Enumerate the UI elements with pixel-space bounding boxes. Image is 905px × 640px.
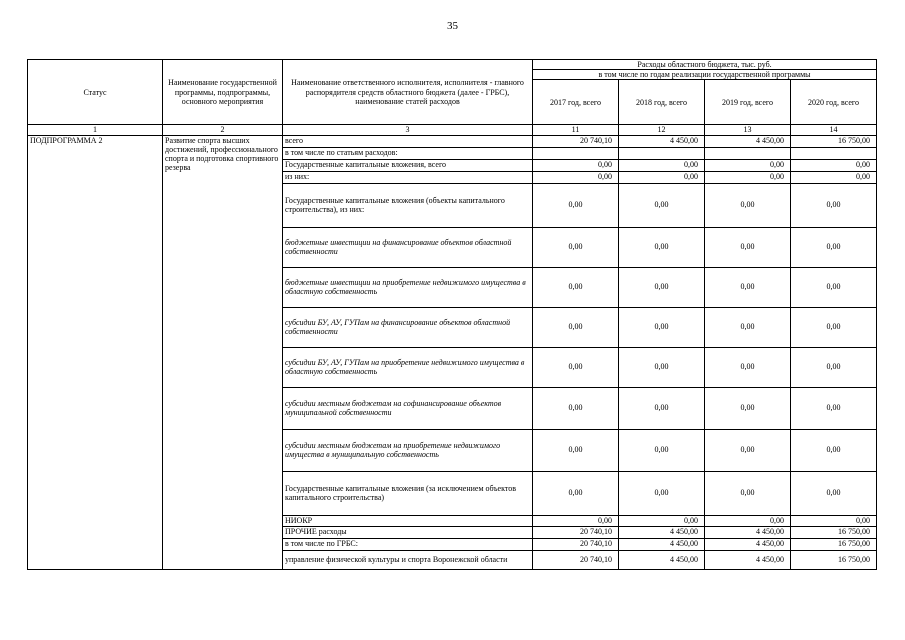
value-cell: 0,00 <box>533 183 619 227</box>
value-cell: 0,00 <box>705 159 791 171</box>
value-cell: 16 750,00 <box>791 526 877 538</box>
col-number: 13 <box>705 125 791 135</box>
value-cell: 0,00 <box>619 429 705 471</box>
value-cell: 4 450,00 <box>619 538 705 550</box>
row-label: субсидии местным бюджетам на софинансирование объектов муниципальной собственности <box>283 387 533 429</box>
row-label: из них: <box>283 171 533 183</box>
value-cell: 20 740,10 <box>533 550 619 569</box>
value-cell <box>533 147 619 159</box>
value-cell: 0,00 <box>705 347 791 387</box>
col-number: 11 <box>533 125 619 135</box>
value-cell: 0,00 <box>791 515 877 526</box>
header-year-2020: 2020 год, всего <box>791 80 877 125</box>
program-name-cell: Развитие спорта высших достижений, профессионального спорта и подготовка спортивного резерва <box>163 135 283 569</box>
value-cell: 0,00 <box>791 429 877 471</box>
value-cell: 0,00 <box>705 183 791 227</box>
row-label: субсидии местным бюджетам на приобретение недвижимого имущества в муниципальную собственность <box>283 429 533 471</box>
value-cell: 0,00 <box>705 387 791 429</box>
row-label: в том числе по статьям расходов: <box>283 147 533 159</box>
row-label: Государственные капитальные вложения (за исключением объектов капитального строительства) <box>283 471 533 515</box>
value-cell: 0,00 <box>533 159 619 171</box>
row-label: в том числе по ГРБС: <box>283 538 533 550</box>
header-year-2017: 2017 год, всего <box>533 80 619 125</box>
value-cell: 0,00 <box>533 515 619 526</box>
value-cell: 4 450,00 <box>705 135 791 147</box>
value-cell: 0,00 <box>533 267 619 307</box>
header-status: Статус <box>28 60 163 125</box>
value-cell <box>791 147 877 159</box>
value-cell: 4 450,00 <box>619 550 705 569</box>
value-cell: 0,00 <box>705 515 791 526</box>
row-label: Государственные капитальные вложения (объекты капитального строительства), из них: <box>283 183 533 227</box>
header-by-years: в том числе по годам реализации государственной программы <box>533 70 877 80</box>
value-cell: 0,00 <box>705 429 791 471</box>
header-program-name: Наименование государственной программы, подпрограммы, основного мероприятия <box>163 60 283 125</box>
value-cell: 16 750,00 <box>791 135 877 147</box>
col-number: 14 <box>791 125 877 135</box>
value-cell: 0,00 <box>705 267 791 307</box>
value-cell: 0,00 <box>619 387 705 429</box>
budget-table <box>27 59 877 570</box>
col-number: 1 <box>28 125 163 135</box>
value-cell: 0,00 <box>619 267 705 307</box>
value-cell: 0,00 <box>791 307 877 347</box>
row-label: НИОКР <box>283 515 533 526</box>
page-number: 35 <box>447 20 458 32</box>
value-cell: 0,00 <box>705 307 791 347</box>
value-cell: 0,00 <box>705 171 791 183</box>
row-label: управление физической культуры и спорта Воронежской области <box>283 550 533 569</box>
value-cell: 0,00 <box>791 171 877 183</box>
value-cell: 0,00 <box>533 171 619 183</box>
row-label: бюджетные инвестиции на финансирование объектов областной собственности <box>283 227 533 267</box>
value-cell: 0,00 <box>619 471 705 515</box>
value-cell: 0,00 <box>533 307 619 347</box>
col-number: 3 <box>283 125 533 135</box>
row-label: ПРОЧИЕ расходы <box>283 526 533 538</box>
value-cell: 0,00 <box>533 227 619 267</box>
row-label: субсидии БУ, АУ, ГУПам на приобретение недвижимого имущества в областную собственность <box>283 347 533 387</box>
value-cell: 0,00 <box>705 227 791 267</box>
value-cell <box>705 147 791 159</box>
table-row <box>28 135 877 147</box>
row-label: бюджетные инвестиции на приобретение недвижимого имущества в областную собственность <box>283 267 533 307</box>
value-cell: 0,00 <box>533 347 619 387</box>
value-cell: 4 450,00 <box>705 538 791 550</box>
row-label: Государственные капитальные вложения, всего <box>283 159 533 171</box>
header-year-2018: 2018 год, всего <box>619 80 705 125</box>
value-cell: 4 450,00 <box>619 526 705 538</box>
value-cell: 16 750,00 <box>791 550 877 569</box>
value-cell: 0,00 <box>619 307 705 347</box>
value-cell: 4 450,00 <box>705 526 791 538</box>
value-cell: 16 750,00 <box>791 538 877 550</box>
value-cell: 0,00 <box>619 227 705 267</box>
value-cell: 0,00 <box>619 347 705 387</box>
value-cell: 0,00 <box>791 159 877 171</box>
status-cell: ПОДПРОГРАММА 2 <box>28 135 163 569</box>
value-cell: 0,00 <box>705 471 791 515</box>
value-cell: 0,00 <box>791 227 877 267</box>
value-cell: 0,00 <box>533 471 619 515</box>
value-cell: 0,00 <box>619 515 705 526</box>
value-cell: 0,00 <box>619 159 705 171</box>
header-year-2019: 2019 год, всего <box>705 80 791 125</box>
value-cell: 0,00 <box>619 183 705 227</box>
col-number: 2 <box>163 125 283 135</box>
row-label: всего <box>283 135 533 147</box>
value-cell: 0,00 <box>791 347 877 387</box>
value-cell: 0,00 <box>533 387 619 429</box>
value-cell: 0,00 <box>791 267 877 307</box>
value-cell: 20 740,10 <box>533 538 619 550</box>
value-cell: 0,00 <box>791 387 877 429</box>
value-cell: 0,00 <box>791 183 877 227</box>
header-expenses: Расходы областного бюджета, тыс. руб. <box>533 60 877 70</box>
col-number: 12 <box>619 125 705 135</box>
value-cell: 0,00 <box>533 429 619 471</box>
value-cell: 20 740,10 <box>533 526 619 538</box>
row-label: субсидии БУ, АУ, ГУПам на финансирование объектов областной собственности <box>283 307 533 347</box>
header-executor: Наименование ответственного исполнителя, исполнителя - главного распорядителя средств областного бюджета (далее - ГРБС), наименование статей расходов <box>283 60 533 125</box>
value-cell: 20 740,10 <box>533 135 619 147</box>
value-cell: 0,00 <box>619 171 705 183</box>
value-cell: 4 450,00 <box>619 135 705 147</box>
value-cell: 0,00 <box>791 471 877 515</box>
value-cell <box>619 147 705 159</box>
value-cell: 4 450,00 <box>705 550 791 569</box>
